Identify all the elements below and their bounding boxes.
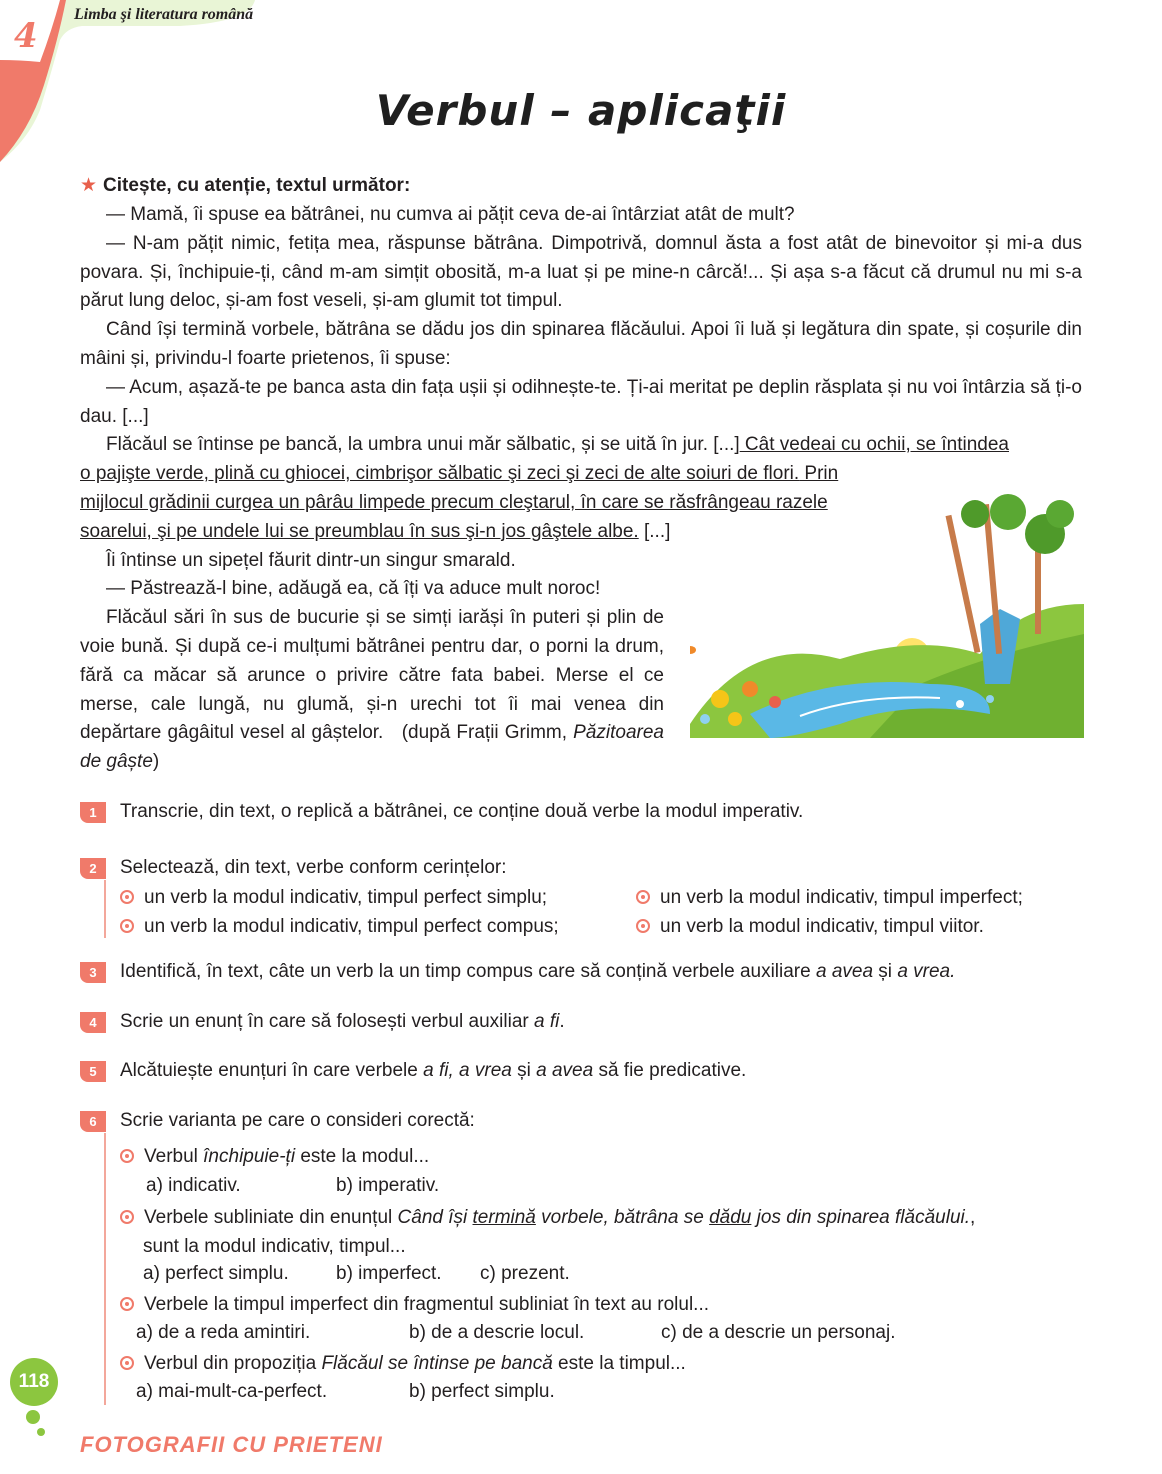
underlined-fragment: Prin xyxy=(799,463,839,485)
story-fragment: Flăcăul se întinse pe bancă, la umbra unui măr sălbatic, și se uită în jur. [...] xyxy=(106,434,740,456)
italic-term: a fi, a vrea xyxy=(423,1060,512,1081)
italic-term: închipuie-ți xyxy=(203,1146,296,1167)
bullet-icon xyxy=(120,1356,134,1370)
italic-term: Când își xyxy=(397,1207,473,1228)
exercise-number: 3 xyxy=(80,962,106,983)
requirement-item xyxy=(636,913,984,942)
italic-term: a avea xyxy=(536,1060,594,1081)
question-2-line-2: sunt la modul indicativ, timpul... xyxy=(143,1236,406,1257)
question-4 xyxy=(120,1350,686,1379)
source-prefix: (după Frații Grimm, xyxy=(401,722,568,744)
question-1 xyxy=(120,1143,429,1172)
requirement-text: un verb la modul indicativ, timpul perfect compus; xyxy=(144,916,559,937)
text-fragment: și xyxy=(873,961,898,982)
option-c: c) prezent. xyxy=(480,1263,570,1284)
underlined-term: dădu xyxy=(709,1207,752,1228)
italic-term: a fi xyxy=(534,1011,560,1032)
option-b: b) imperfect. xyxy=(336,1263,442,1284)
text-fragment: . xyxy=(559,1011,565,1032)
text-fragment: Verbul xyxy=(144,1146,204,1167)
bullet-icon xyxy=(120,1210,134,1224)
story-paragraph: Îi întinse un sipețel făurit dintr-un singur smarald. xyxy=(106,549,516,571)
italic-term: a vrea. xyxy=(897,961,956,982)
bullet-icon xyxy=(120,890,134,904)
underlined-fragment: soarelui, şi pe undele lui se preumblau în sus şi-n jos gâştele albe. xyxy=(80,520,639,542)
exercise-text xyxy=(120,958,955,987)
exercise-rule xyxy=(104,1133,106,1405)
reading-instruction xyxy=(80,174,410,197)
question-2 xyxy=(120,1204,975,1233)
bullet-icon xyxy=(636,890,650,904)
instruction-text: Citește, cu atenție, textul următor: xyxy=(103,175,411,196)
bullet-icon xyxy=(120,919,134,933)
bullet-icon xyxy=(120,1149,134,1163)
text-fragment: Alcătuiește enunțuri în care verbele xyxy=(120,1060,424,1081)
italic-term: jos din spinarea flăcăului. xyxy=(751,1207,971,1228)
story-paragraph: — Păstrează-l bine, adăugă ea, că îți va aduce mult noroc! xyxy=(106,578,601,600)
landscape-illustration xyxy=(690,484,1084,738)
bullet-icon xyxy=(636,919,650,933)
text-fragment: Identifică, în text, câte un verb la un timp compus care să conțină verbele auxiliare xyxy=(120,961,816,982)
option-b: b) perfect simplu. xyxy=(409,1381,555,1402)
text-fragment: , xyxy=(970,1207,976,1228)
story-paragraph: Când își termină vorbele, bătrâna se dădu jos din spinarea flăcăului. Apoi îi luă și legătura din spate, și coșurile din mâini și, privindu-l foarte prietenos, îi spuse: xyxy=(80,319,1082,369)
requirement-text: un verb la modul indicativ, timpul perfect simplu; xyxy=(144,887,548,908)
exercise-text xyxy=(120,1008,565,1037)
text-fragment: Scrie un enunț în care să folosești verbul auxiliar xyxy=(120,1011,534,1032)
option-b: b) de a descrie locul. xyxy=(409,1322,585,1343)
page-number: 118 xyxy=(10,1358,58,1406)
decor-dot xyxy=(26,1410,40,1424)
page-title: Verbul – aplicaţii xyxy=(375,86,787,135)
exercise-text: Selectează, din text, verbe conform cerințelor: xyxy=(120,857,507,878)
requirement-text: un verb la modul indicativ, timpul viitor. xyxy=(660,916,984,937)
story-paragraph xyxy=(80,431,1082,460)
underlined-term: termină xyxy=(472,1207,536,1228)
option-a: a) perfect simplu. xyxy=(143,1263,289,1284)
italic-term: a avea xyxy=(815,961,874,982)
bullet-icon xyxy=(120,1297,134,1311)
exercise-number: 2 xyxy=(80,858,106,879)
underlined-fragment: Cât vedeai cu ochii, se întindea xyxy=(739,434,1009,456)
story-paragraph: — Mamă, îi spuse ea bătrânei, nu cumva ai pățit ceva de-ai întârziat atât de mult? xyxy=(106,204,795,225)
text-fragment: Verbul din propoziția xyxy=(144,1353,322,1374)
requirement-item xyxy=(120,884,547,913)
story-paragraph: — N-am pățit nimic, fetița mea, răspunse bătrâna. Dimpotrivă, domnul ăsta a fost atât de binevoitor și mi-a dus povara. Și, închipuie-ți, când m-am simțit obosită, m-a luat și pe mine-n cârcă!... Și așa s-a făcut că drumul nu mi s-a părut lung deloc, și-am fost veseli, și-am glumit tot timpul. xyxy=(80,232,1082,312)
exercise-number: 4 xyxy=(80,1012,106,1033)
story-fragment: [...] xyxy=(638,520,671,542)
requirement-text: un verb la modul indicativ, timpul imperfect; xyxy=(660,887,1023,908)
option-a: a) de a reda amintiri. xyxy=(136,1322,311,1343)
star-icon: ★ xyxy=(80,175,98,196)
text-fragment: Verbele la timpul imperfect din fragmentul subliniat în text au rolul... xyxy=(144,1294,710,1315)
story-fragment: Flăcăul sări în sus de bucurie și se simți iarăși în puteri și plin de voie bună. Și după ce-i mulțumi bătrânei pentru dar, o porni la drum, fără ca măcar să arunce o privire către fata babei. Merse el ce merse, cale lungă, nu glumă, și-n urechi tot îi mai venea din depărtare gâgâitul vesel al gâștelor. xyxy=(80,607,664,744)
text-fragment: și xyxy=(511,1060,537,1081)
option-c: c) de a descrie un personaj. xyxy=(661,1322,896,1343)
source-title: Păzitoarea de gâște xyxy=(80,722,664,773)
question-3 xyxy=(120,1291,709,1320)
exercise-number: 6 xyxy=(80,1111,106,1132)
requirement-item xyxy=(636,884,1023,913)
text-fragment: este la modul... xyxy=(295,1146,430,1167)
story-paragraph xyxy=(80,604,664,777)
italic-term: vorbele, bătrâna se xyxy=(535,1207,710,1228)
exercise-rule xyxy=(104,880,106,938)
text-fragment: este la timpul... xyxy=(552,1353,686,1374)
text-fragment: să fie predicative. xyxy=(593,1060,747,1081)
option-a: a) indicativ. xyxy=(146,1175,241,1196)
chapter-number: 4 xyxy=(14,16,38,56)
exercise-text xyxy=(120,1057,746,1086)
italic-term: Flăcăul se întinse pe bancă xyxy=(321,1353,553,1374)
underlined-fragment: mijlocul grădinii curgea un pârâu limpede precum cleştarul, în care se răsfrângeau razele xyxy=(80,491,828,513)
decor-dot xyxy=(37,1428,45,1436)
story-paragraph: — Acum, așază-te pe banca asta din fața ușii și odihnește-te. Ți-ai meritat pe deplin răsplata și nu voi întârzia să ți-o dau. [...] xyxy=(80,376,1082,427)
requirement-item xyxy=(120,913,559,942)
subject-label: Limba şi literatura română xyxy=(74,6,254,23)
exercise-text: Transcrie, din text, o replică a bătrânei, ce conține două verbe la modul imperativ. xyxy=(120,801,804,822)
option-b: b) imperativ. xyxy=(336,1175,440,1196)
corner-decoration xyxy=(0,0,260,170)
footer-brand: FOTOGRAFII CU PRIETENI xyxy=(80,1432,383,1457)
underlined-fragment: o pajişte verde, plină cu ghiocei, cimbrişor sălbatic şi zeci şi zeci de alte soiuri de flori. xyxy=(80,463,800,485)
exercise-text: Scrie varianta pe care o consideri corectă: xyxy=(120,1110,475,1131)
source-suffix: ) xyxy=(152,751,160,773)
option-a: a) mai-mult-ca-perfect. xyxy=(136,1381,328,1402)
text-fragment: Verbele subliniate din enunțul xyxy=(144,1207,398,1228)
exercise-number: 5 xyxy=(80,1061,106,1082)
exercise-number: 1 xyxy=(80,802,106,823)
